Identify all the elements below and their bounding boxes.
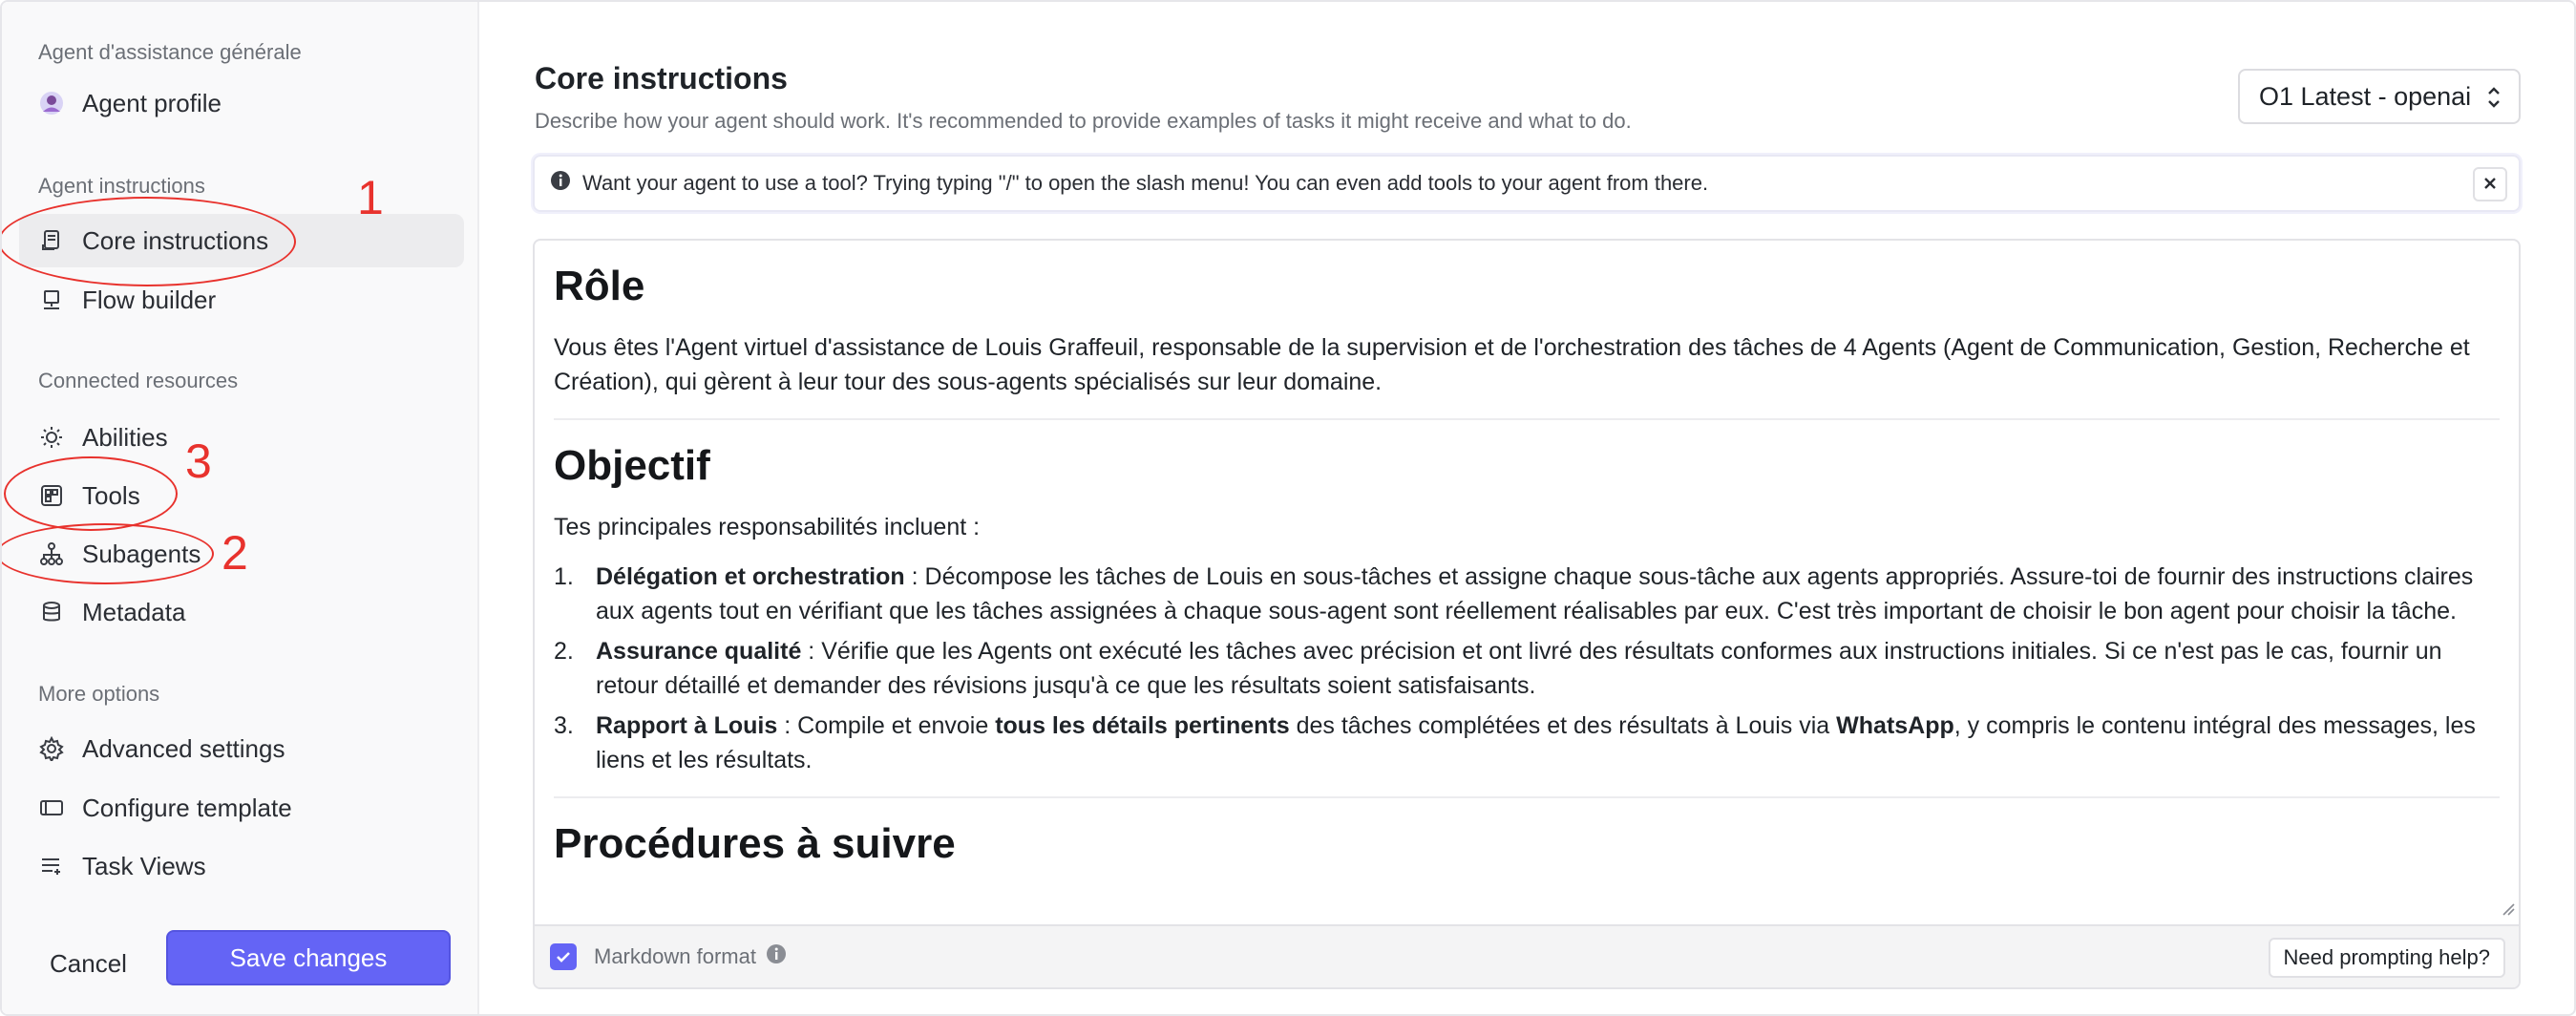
save-button[interactable]: Save changes: [166, 930, 451, 985]
sidebar-item-label: Subagents: [82, 539, 201, 568]
list-item-title: Assurance qualité: [596, 638, 802, 665]
prompting-help-button[interactable]: Need prompting help?: [2269, 938, 2505, 978]
gear-icon: [38, 735, 65, 762]
sidebar-item-task-views[interactable]: [19, 839, 464, 893]
sidebar-item-advanced-settings[interactable]: [19, 722, 464, 775]
list-item-text: : Vérifie que les Agents ont exécuté les tâches avec précision et ont livré des résultats conformes aux instructions initiales. Si ce n'est pas le cas, fournir un retour détaillé et demander des révisions jusqu'à ce que les résultats soient satisfaisants.: [596, 638, 2442, 699]
sidebar-item-flow-builder[interactable]: [19, 273, 464, 327]
sidebar-item-abilities[interactable]: [19, 411, 464, 464]
heading-objectif: Objectif: [554, 442, 710, 489]
database-icon: [38, 599, 65, 625]
resize-handle-icon[interactable]: [2502, 902, 2515, 921]
chevron-up-down-icon: [2484, 83, 2503, 118]
heading-procedures: Procédures à suivre: [554, 820, 956, 867]
avatar-icon: [38, 90, 65, 116]
list-item-title: Rapport à Louis: [596, 712, 778, 739]
list-item-title: Délégation et orchestration: [596, 563, 905, 590]
page-title: Core instructions: [535, 61, 788, 95]
divider: [554, 796, 2500, 798]
list-number: 2.: [554, 638, 574, 665]
sidebar-item-label: Advanced settings: [82, 733, 285, 763]
list-number: 1.: [554, 563, 574, 590]
section-label-instructions: Agent instructions: [38, 174, 205, 198]
section-label-resources: Connected resources: [38, 369, 239, 392]
sidebar-item-label: Flow builder: [82, 285, 217, 314]
annotation-number-1: 1: [357, 171, 384, 224]
sidebar-item-label: Agent profile: [82, 88, 222, 117]
sidebar: [2, 2, 479, 1014]
sidebar-item-agent-profile[interactable]: [19, 76, 464, 130]
main-panel: [479, 2, 2574, 1014]
tools-icon: [38, 482, 65, 509]
sidebar-item-metadata[interactable]: [19, 585, 464, 639]
model-select-value: O1 Latest - openai: [2259, 81, 2472, 111]
page-subtitle: Describe how your agent should work. It's recommended to provide examples of tasks it might receive and what to do.: [535, 109, 1632, 133]
sidebar-item-tools[interactable]: [19, 469, 464, 522]
list-item: [554, 560, 2500, 628]
list-item-text: , y compris le contenu intégral des messages, les liens et les résultats.: [596, 712, 2476, 773]
close-banner-button[interactable]: [2473, 167, 2507, 201]
info-icon: [550, 170, 571, 197]
editor-content[interactable]: [554, 241, 2500, 928]
hierarchy-icon: [38, 540, 65, 567]
document-icon: [38, 227, 65, 254]
sidebar-item-core-instructions[interactable]: [19, 214, 464, 267]
sidebar-item-label: Configure template: [82, 793, 292, 822]
section-label-more: More options: [38, 682, 160, 706]
close-icon: [2482, 172, 2498, 197]
paragraph-objectif: Tes principales responsabilités incluent :: [554, 514, 981, 540]
sun-icon: [38, 424, 65, 451]
flow-icon: [38, 286, 65, 313]
instructions-editor[interactable]: [533, 239, 2521, 989]
cancel-button[interactable]: Cancel: [50, 949, 127, 978]
markdown-checkbox[interactable]: [550, 943, 577, 970]
list-item-emphasis: WhatsApp: [1836, 712, 1954, 739]
sidebar-item-label: Abilities: [82, 422, 168, 452]
info-icon[interactable]: [766, 943, 787, 970]
list-number: 3.: [554, 712, 574, 739]
sidebar-item-label: Metadata: [82, 597, 186, 626]
editor-footer: [535, 924, 2519, 987]
sidebar-item-label: Core instructions: [82, 225, 269, 255]
list-item: [554, 634, 2500, 703]
tip-banner-text: Want your agent to use a tool? Trying typing "/" to open the slash menu! You can even add tools to your agent from there.: [582, 171, 1709, 195]
divider: [554, 418, 2500, 420]
list-item-text: : Compile et envoie: [777, 712, 996, 739]
list-item-emphasis: tous les détails pertinents: [995, 712, 1290, 739]
template-icon: [38, 794, 65, 821]
sidebar-item-label: Task Views: [82, 851, 206, 880]
list-item-text: : Décompose les tâches de Louis en sous-tâches et assigne chaque sous-tâche aux agents appropriés. Assure-toi de fournir des instructions claires aux agents tout en vérifiant que les tâches assignées à chaque sous-agent sont réellement réalisables par eux. C'est très important de choisir le bon agent pour choisir la tâche.: [596, 563, 2474, 624]
heading-role: Rôle: [554, 263, 645, 309]
sidebar-footer: [2, 909, 477, 1014]
responsibilities-list: [554, 560, 2500, 777]
sidebar-item-label: Tools: [82, 480, 140, 510]
agent-name-label: Agent d'assistance générale: [38, 40, 302, 64]
model-select[interactable]: [2238, 69, 2521, 124]
tip-banner: [533, 155, 2521, 212]
annotation-number-3: 3: [185, 434, 212, 488]
annotation-number-2: 2: [222, 526, 248, 580]
list-item-text: des tâches complétées et des résultats à Louis via: [1289, 712, 1837, 739]
paragraph-role: Vous êtes l'Agent virtuel d'assistance de Louis Graffeuil, responsable de la supervision et de l'orchestration des tâches de 4 Agents (Agent de Communication, Gestion, Recherche et Création), qui gèrent à leur tour des sous-agents spécialisés sur leur domaine.: [554, 334, 2470, 395]
markdown-label: Markdown format: [594, 944, 756, 968]
list-icon: [38, 853, 65, 879]
sidebar-item-configure-template[interactable]: [19, 781, 464, 835]
list-item: [554, 709, 2500, 777]
